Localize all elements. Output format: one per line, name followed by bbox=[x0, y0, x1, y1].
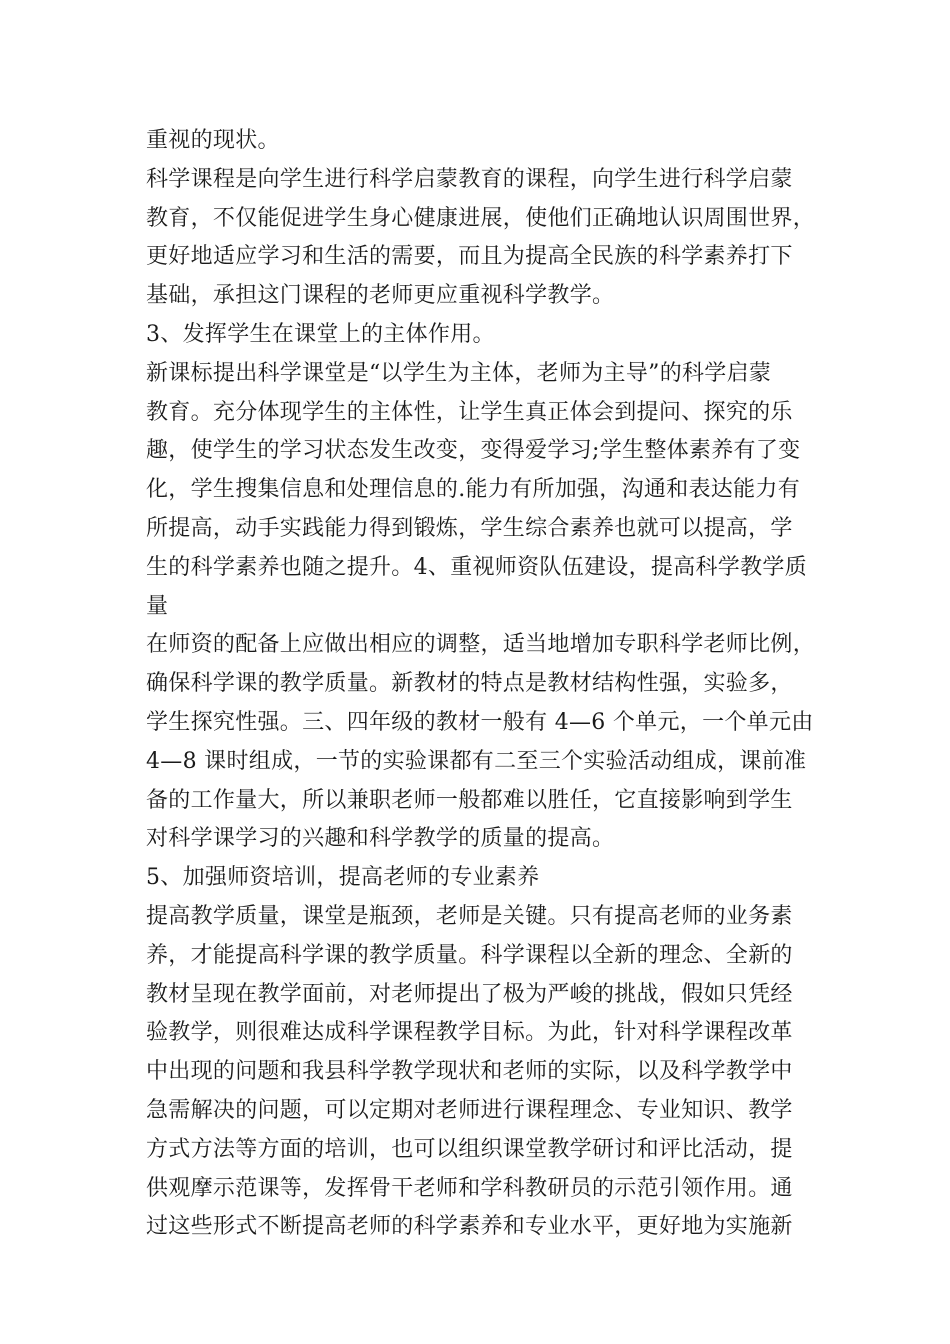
text-line: 学生探究性强。三、四年级的教材一般有 4—6 个单元，一个单元由 bbox=[146, 709, 814, 735]
text-line: 养，才能提高科学课的教学质量。科学课程以全新的理念、全新的 bbox=[146, 942, 793, 968]
text-line: 备的工作量大，所以兼职老师一般都难以胜任，它直接影响到学生 bbox=[146, 787, 793, 813]
text-line: 新课标提出科学课堂是“以学生为主体，老师为主导”的科学启蒙 bbox=[146, 360, 772, 386]
text-line: 教材呈现在教学面前，对老师提出了极为严峻的挑战，假如只凭经 bbox=[146, 981, 793, 1007]
text-line: 所提高，动手实践能力得到锻炼，学生综合素养也就可以提高，学 bbox=[146, 515, 793, 541]
text-line: 供观摩示范课等，发挥骨干老师和学科教研员的示范引领作用。通 bbox=[146, 1175, 793, 1201]
document-body bbox=[146, 122, 826, 1247]
text-line: 化，学生搜集信息和处理信息的.能力有所加强，沟通和表达能力有 bbox=[146, 477, 800, 503]
text-line: 对科学课学习的兴趣和科学教学的质量的提高。 bbox=[146, 826, 615, 852]
text-line: 量 bbox=[146, 593, 169, 619]
text-line: 确保科学课的教学质量。新教材的特点是教材结构性强，实验多， bbox=[146, 671, 793, 697]
text-line: 提高教学质量，课堂是瓶颈，老师是关键。只有提高老师的业务素 bbox=[146, 903, 793, 929]
section-heading: 5、加强师资培训，提高老师的专业素养 bbox=[146, 865, 540, 891]
text-line: 更好地适应学习和生活的需要，而且为提高全民族的科学素养打下 bbox=[146, 244, 793, 270]
text-line: 方式方法等方面的培训，也可以组织课堂教学研讨和评比活动，提 bbox=[146, 1136, 793, 1162]
text-line: 中出现的问题和我县科学教学现状和老师的实际，以及科学教学中 bbox=[146, 1059, 793, 1085]
section-heading: 3、发挥学生在课堂上的主体作用。 bbox=[146, 321, 495, 347]
text-line: 基础，承担这门课程的老师更应重视科学教学。 bbox=[146, 283, 615, 309]
text-line: 生的科学素养也随之提升。4、重视师资队伍建设，提高科学教学质 bbox=[146, 554, 807, 580]
text-line: 重视的现状。 bbox=[146, 128, 280, 153]
text-line: 科学课程是向学生进行科学启蒙教育的课程，向学生进行科学启蒙 bbox=[146, 166, 793, 192]
text-line: 教育，不仅能促进学生身心健康进展，使他们正确地认识周围世界， bbox=[146, 205, 816, 231]
text-line: 急需解决的问题，可以定期对老师进行课程理念、专业知识、教学 bbox=[146, 1097, 793, 1123]
text-line: 验教学，则很难达成科学课程教学目标。为此，针对科学课程改革 bbox=[146, 1020, 793, 1046]
text-line: 教育。充分体现学生的主体性，让学生真正体会到提问、探究的乐 bbox=[146, 399, 793, 425]
text-line: 4—8 课时组成，一节的实验课都有二至三个实验活动组成，课前准 bbox=[146, 748, 807, 774]
text-line: 过这些形式不断提高老师的科学素养和专业水平，更好地为实施新 bbox=[146, 1214, 793, 1240]
text-line: 趣，使学生的学习状态发生改变，变得爱学习;学生整体素养有了变 bbox=[146, 438, 801, 464]
text-line: 在师资的配备上应做出相应的调整，适当地增加专职科学老师比例， bbox=[146, 632, 816, 658]
